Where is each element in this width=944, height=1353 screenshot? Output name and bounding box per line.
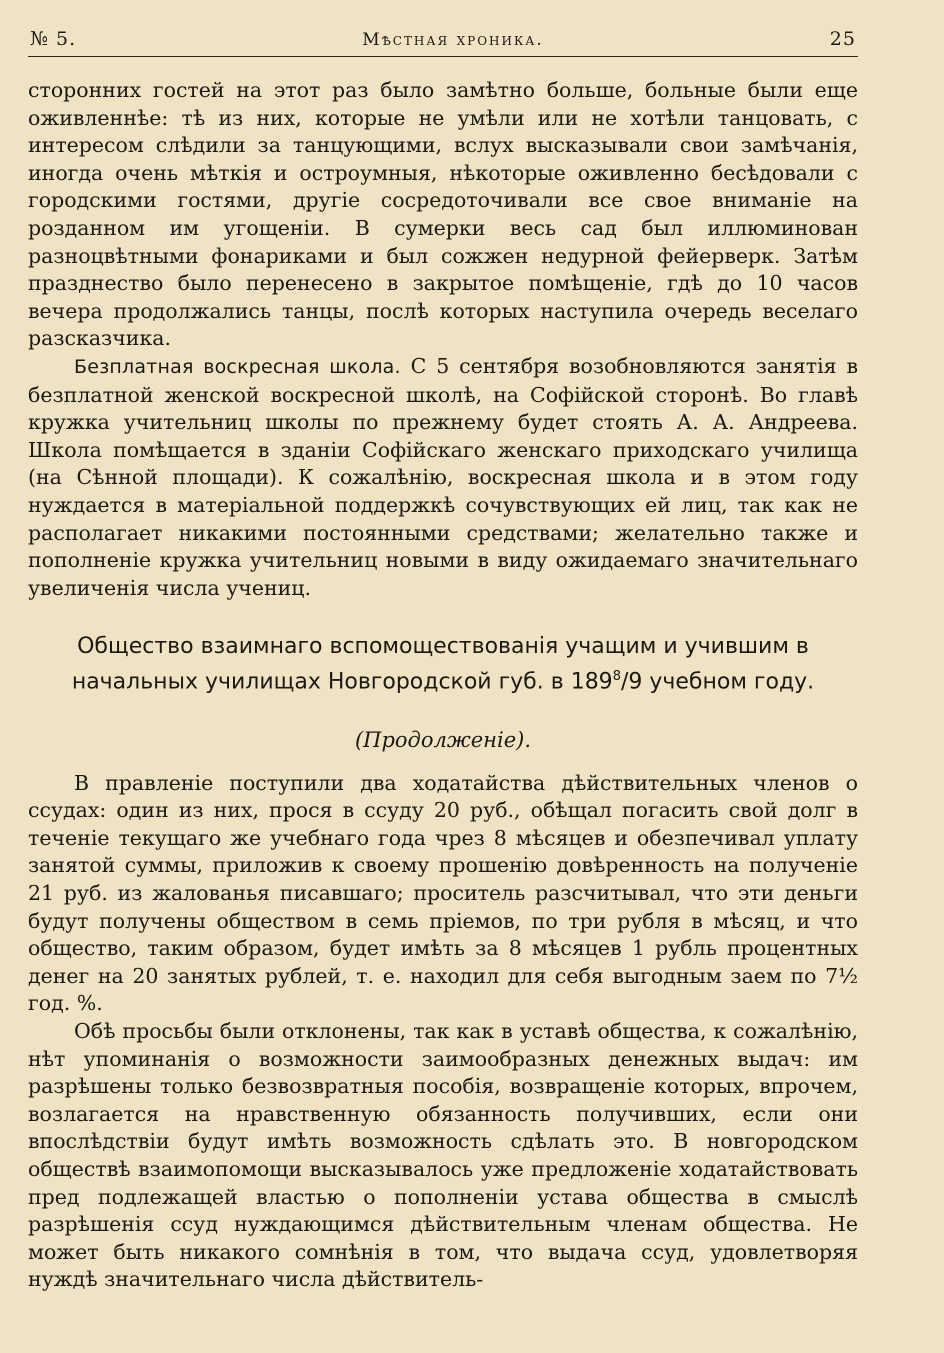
page-number: 25: [829, 28, 856, 50]
section-title: [28, 632, 858, 697]
paragraph-heading: Безплатная воскресная школа.: [74, 355, 401, 378]
section-subtitle: (Продолженіе).: [354, 727, 532, 752]
section-title-text: Общество взаимнаго вспомоществованія учащим и учившим в начальных училищах Новгородской губ. в 189: [71, 634, 809, 695]
section-body: [28, 770, 858, 1294]
running-title: Мѣстная хроника.: [362, 30, 544, 50]
issue-number: № 5.: [30, 28, 77, 50]
paragraph-requests-declined: Обѣ просьбы были отклонены, так как в уставѣ общества, к сожалѣнію, нѣт упоминанія о возможности заимообразных денежных выдач: им разрѣшены только безвозвратныя пособія, возвращеніе которых, впрочем, возлагается на нравственную обязанность получивших, если они впослѣдствіи будут имѣть возможность сдѣлать это. В новгородском обществѣ взаимопомощи высказывалось уже предложеніе ходатайствовать пред подлежащей властью о пополненіи устава общества в смыслѣ разрѣшенія ссуд нуждающимся дѣйствительным членам общества. Не может быть никакого сомнѣнія в том, что выдача ссуд, удовлетворяя нуждѣ значительнаго числа дѣйствитель-: [28, 1018, 858, 1292]
paragraph-garden-party: сторонних гостей на этот раз было замѣтно больше, больные были еще оживленнѣе: тѣ из них, которые не умѣли или не хотѣли танцовать, с интересом слѣдили за танцующими, вслух высказывали свои замѣчанія, иногда очень мѣткія и остроумныя, нѣкоторые оживленно бесѣдовали с городскими гостями, другіе сосредоточивали все свое вниманіе на розданном им угощеніи. В сумерки весь сад был иллюминован разноцвѣтными фонариками и был сожжен недурной фейерверк. Затѣм празднество было перенесено в закрытое помѣщеніе, гдѣ до 10 часов вечера продолжались танцы, послѣ которых наступила очередь веселаго разсказчика.: [28, 78, 858, 351]
article-body: [28, 77, 858, 602]
paragraph-text: С 5 сентября возобновляются занятія в безплатной женской воскресной школѣ, на Софійской сторонѣ. Во главѣ кружка учительниц школы по прежнему будет стоять А. А. Андреева. Школа помѣщается в зданіи Софійскаго женскаго приходскаго училища (на Сѣнной площади). К сожалѣнію, воскресная школа и в этом году нуждается в матеріальной поддержкѣ сочувствующих ей лиц, так как не располагает никакими постоянными средствами; желательно также и пополненіе кружка учительниц новыми в виду ожидаемаго значительнаго увеличенія числа учениц.: [28, 353, 858, 600]
paragraph-loan-requests: В правленіе поступили два ходатайства дѣйствительных членов о ссудах: один из них, прося в ссуду 20 руб., обѣщал погасить свой долг в теченіе текущаго же учебнаго года чрез 8 мѣсяцев и обезпечивал уплату занятой суммы, приложив к своему прошенію довѣренность на полученіе 21 руб. из жалованья писавшаго; проситель разсчитывал, что эти деньги будут получены обществом в семь пріемов, по три рубля в мѣсяц, и что общество, таким образом, будет имѣть за 8 мѣсяцев 1 рубль процентных денег на 20 занятых рублей, т. е. находил для себя выгодным заем по 7½ год. %.: [28, 770, 858, 1016]
section-title-tail: /9 учебном году.: [620, 669, 815, 695]
paragraph-sunday-school: [28, 353, 858, 602]
page-header: [28, 28, 858, 57]
section-title-superscript: 8: [612, 669, 621, 685]
